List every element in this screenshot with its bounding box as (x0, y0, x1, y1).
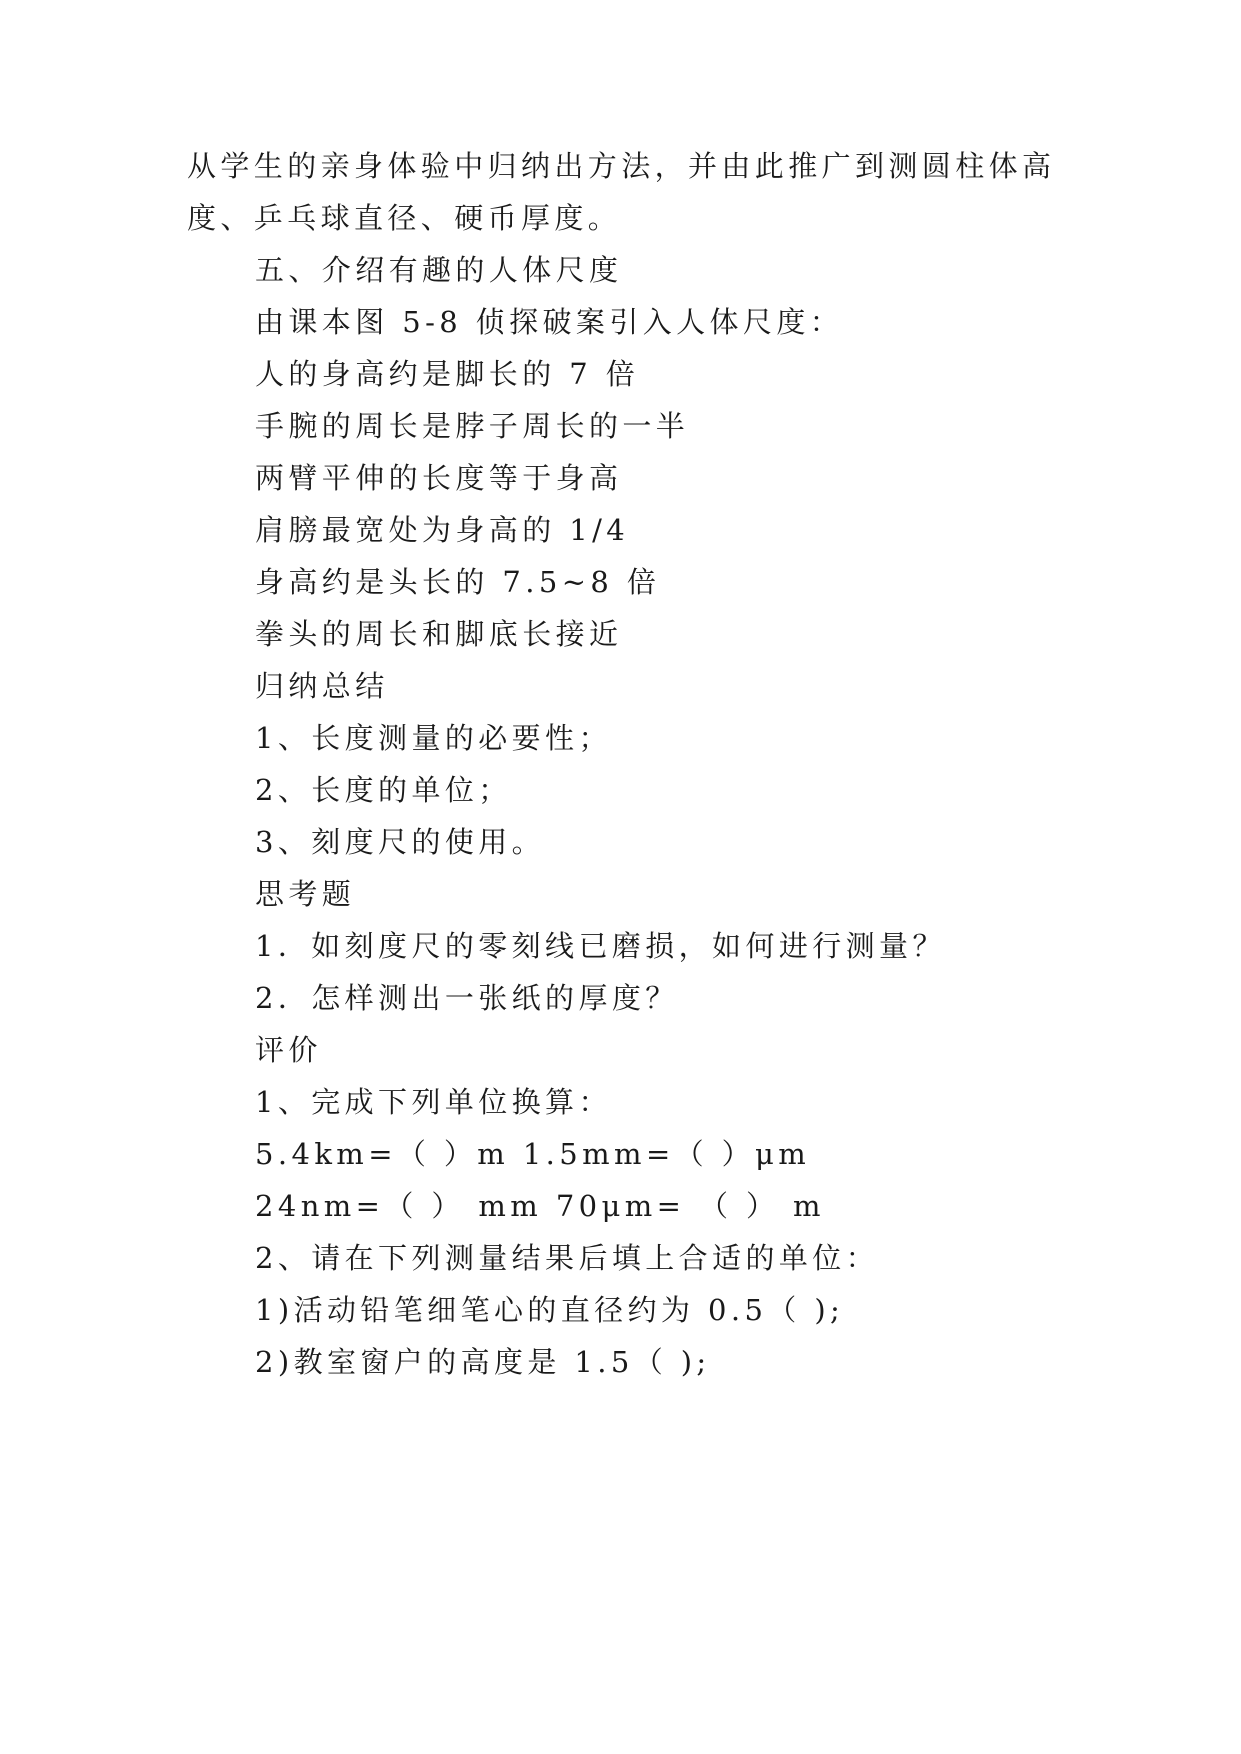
evaluation-heading: 评价 (255, 1033, 322, 1067)
body-scale-fact: 肩膀最宽处为身高的 1/4 (255, 513, 630, 547)
thinking-item: 2．怎样测出一张纸的厚度？ (255, 981, 679, 1015)
thinking-heading: 思考题 (255, 877, 356, 911)
body-scale-fact: 人的身高约是脚长的 7 倍 (255, 357, 640, 391)
body-scale-fact: 身高约是头长的 7.5~8 倍 (255, 565, 661, 599)
section-five-intro: 由课本图 5-8 侦探破案引入人体尺度： (255, 305, 844, 339)
evaluation-question-1: 1、完成下列单位换算： (255, 1085, 612, 1119)
unit-fill-item: 2)教室窗户的高度是 1.5（ ); (255, 1345, 711, 1379)
summary-item: 2、长度的单位； (255, 773, 512, 807)
body-scale-fact: 手腕的周长是脖子周长的一半 (255, 409, 690, 443)
unit-conversion-line: 5.4km=（ ）m 1.5mm=（ ）μm (255, 1137, 811, 1171)
unit-conversion-line: 24nm=（ ） mm 70μm= （ ） m (255, 1189, 825, 1223)
unit-fill-item: 1)活动铅笔细笔心的直径约为 0.5（ ); (255, 1293, 845, 1327)
body-scale-fact: 拳头的周长和脚底长接近 (255, 617, 623, 651)
intro-line-1: 从学生的亲身体验中归纳出方法，并由此推广到测圆柱体高 (187, 149, 1056, 183)
summary-item: 3、刻度尺的使用。 (255, 825, 546, 859)
summary-heading: 归纳总结 (255, 669, 389, 703)
thinking-item: 1．如刻度尺的零刻线已磨损，如何进行测量？ (255, 929, 946, 963)
body-scale-fact: 两臂平伸的长度等于身高 (255, 461, 623, 495)
evaluation-question-2: 2、请在下列测量结果后填上合适的单位： (255, 1241, 880, 1275)
intro-line-2: 度、乒乓球直径、硬币厚度。 (187, 201, 622, 235)
summary-item: 1、长度测量的必要性； (255, 721, 612, 755)
section-five-heading: 五、介绍有趣的人体尺度 (255, 253, 623, 287)
